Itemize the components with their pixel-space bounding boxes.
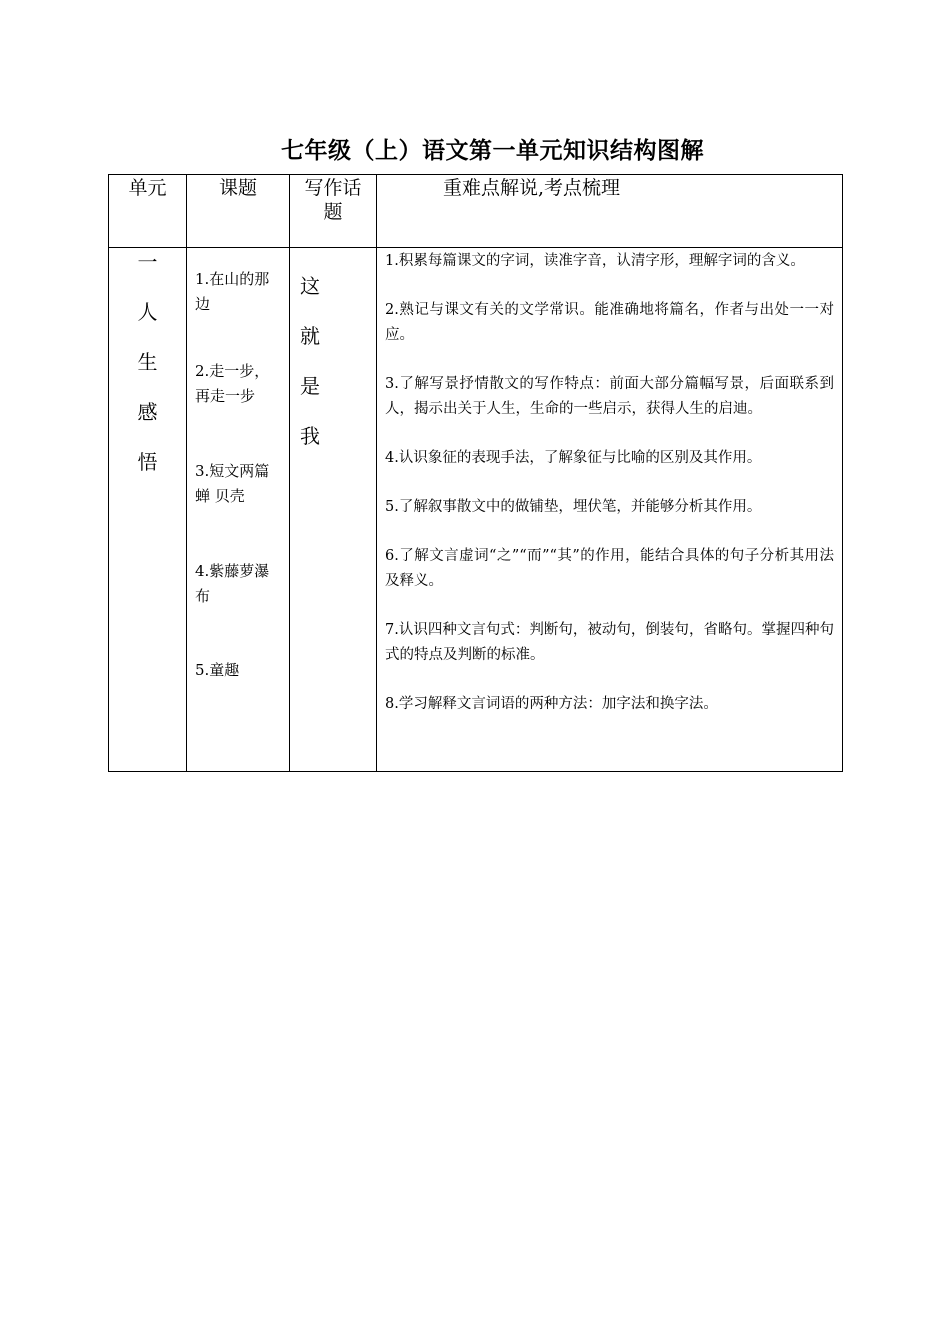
key-point: 4.认识象征的表现手法，了解象征与比喻的区别及其作用。: [385, 450, 762, 466]
lesson-item: 3.短文两篇 蝉 贝壳: [195, 462, 270, 505]
topic-char: 是: [300, 374, 320, 398]
lesson-item: 2.走一步， 再走一步: [195, 362, 270, 405]
key-point: 2.熟记与课文有关的文学常识。能准确地将篇名，作者与出处一一对应。: [385, 302, 834, 343]
unit-char: 生: [137, 350, 158, 374]
writing-topic-cell: [290, 248, 377, 772]
header-unit: 单元: [109, 175, 187, 248]
key-points-cell: [377, 248, 843, 772]
lesson-item: 1.在山的那 边: [195, 270, 270, 313]
unit-row: [109, 248, 843, 772]
key-point: 8.学习解释文言词语的两种方法：加字法和换字法。: [385, 696, 718, 712]
lesson-item: 4.紫藤萝瀑 布: [195, 562, 270, 605]
page-title: 七年级（上）语文第一单元知识结构图解: [281, 137, 704, 164]
unit-char: 感: [137, 400, 158, 424]
header-points: 重难点解说,考点梳理: [377, 175, 843, 248]
lessons-cell: [187, 248, 290, 772]
key-point: 7.认识四种文言句式：判断句，被动句，倒装句，省略句。掌握四种句式的特点及判断的标准。: [385, 622, 834, 663]
knowledge-table: [108, 174, 843, 772]
topic-char: 这: [300, 274, 320, 298]
header-lessons: 课题: [187, 175, 290, 248]
unit-name-cell: [109, 248, 187, 772]
unit-char: 悟: [137, 450, 158, 474]
key-point: 1.积累每篇课文的字词，读准字音，认清字形，理解字词的含义。: [385, 253, 805, 269]
header-row: [109, 175, 843, 248]
key-point: 6.了解文言虚词“之”“而”“其”的作用，能结合具体的句子分析其用法及释义。: [385, 548, 834, 589]
lesson-item: 5.童趣: [195, 661, 240, 679]
topic-char: 就: [300, 324, 320, 348]
key-point: 3.了解写景抒情散文的写作特点：前面大部分篇幅写景，后面联系到人，揭示出关于人生，生命的一些启示，获得人生的启迪。: [385, 376, 834, 417]
key-point: 5.了解叙事散文中的做铺垫，埋伏笔，并能够分析其作用。: [385, 499, 762, 515]
unit-char: 人: [137, 300, 158, 324]
topic-char: 我: [300, 424, 320, 448]
header-writing-topic: 写作话 题: [290, 175, 377, 248]
unit-char: 一: [137, 250, 158, 274]
